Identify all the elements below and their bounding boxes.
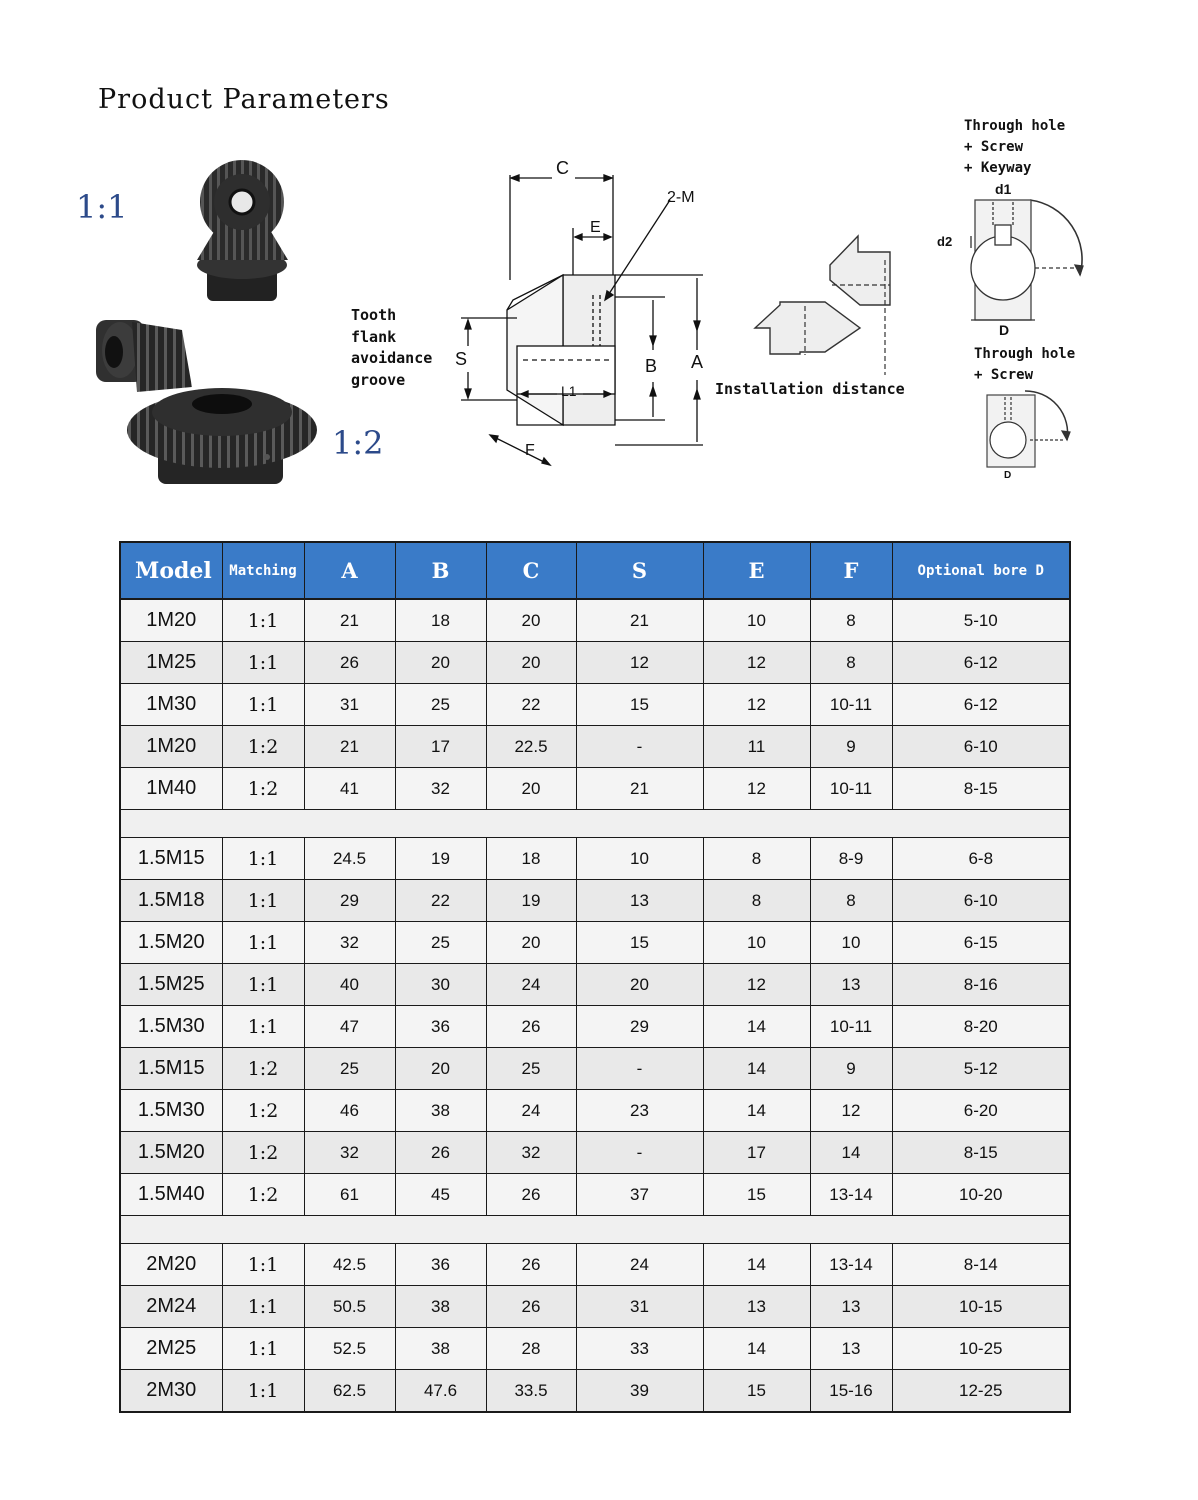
cell-f: 13 xyxy=(810,1328,892,1370)
cell-a: 26 xyxy=(304,642,395,684)
cell-a: 46 xyxy=(304,1090,395,1132)
cell-model: 1.5M30 xyxy=(120,1090,222,1132)
table-row xyxy=(120,964,1070,1006)
cell-model: 1.5M20 xyxy=(120,1132,222,1174)
cell-b: 30 xyxy=(395,964,486,1006)
cell-a: 31 xyxy=(304,684,395,726)
ratio-label-top: 1:1 xyxy=(76,188,128,226)
cell-optional-bore: 10-20 xyxy=(892,1174,1070,1216)
cell-c: 19 xyxy=(486,880,576,922)
cell-matching: 1:1 xyxy=(222,838,304,880)
header-matching: Matching xyxy=(222,542,304,599)
header-s: S xyxy=(576,542,703,599)
dim-label-d2: d2 xyxy=(937,234,953,249)
cell-c: 20 xyxy=(486,768,576,810)
cell-f: 10-11 xyxy=(810,684,892,726)
cell-c: 25 xyxy=(486,1048,576,1090)
cell-optional-bore: 6-15 xyxy=(892,922,1070,964)
cell-model: 1.5M25 xyxy=(120,964,222,1006)
dim-label-b: B xyxy=(645,356,658,376)
cell-e: 14 xyxy=(703,1328,810,1370)
table-row xyxy=(120,838,1070,880)
cell-e: 8 xyxy=(703,880,810,922)
cell-e: 8 xyxy=(703,838,810,880)
table-row xyxy=(120,1286,1070,1328)
cell-s: 10 xyxy=(576,838,703,880)
cell-f: 8 xyxy=(810,599,892,642)
cell-e: 10 xyxy=(703,599,810,642)
header-f: F xyxy=(810,542,892,599)
cell-model: 1M40 xyxy=(120,768,222,810)
gear-dimension-drawing xyxy=(455,150,725,480)
cell-b: 45 xyxy=(395,1174,486,1216)
cell-a: 42.5 xyxy=(304,1244,395,1286)
cell-b: 38 xyxy=(395,1286,486,1328)
dim-label-c: C xyxy=(556,158,569,178)
cell-optional-bore: 8-20 xyxy=(892,1006,1070,1048)
dim-label-e: E xyxy=(590,219,601,236)
cell-model: 1M25 xyxy=(120,642,222,684)
cell-matching: 1:1 xyxy=(222,684,304,726)
cell-a: 32 xyxy=(304,922,395,964)
table-row xyxy=(120,642,1070,684)
gear-pair-1-2-photo xyxy=(92,312,317,490)
table-row xyxy=(120,1006,1070,1048)
cell-e: 14 xyxy=(703,1090,810,1132)
header-model: Model xyxy=(120,542,222,599)
cell-model: 1.5M40 xyxy=(120,1174,222,1216)
cell-b: 25 xyxy=(395,922,486,964)
cell-a: 21 xyxy=(304,599,395,642)
ratio-label-bottom: 1:2 xyxy=(332,424,384,462)
bore-screw-drawing xyxy=(975,385,1075,480)
cell-s: 23 xyxy=(576,1090,703,1132)
dim-label-d1: d1 xyxy=(995,181,1012,197)
group-separator xyxy=(120,810,1070,838)
table-row xyxy=(120,726,1070,768)
group-separator-row xyxy=(120,1216,1070,1244)
table-row xyxy=(120,1370,1070,1413)
cell-e: 10 xyxy=(703,922,810,964)
cell-e: 15 xyxy=(703,1174,810,1216)
cell-optional-bore: 6-10 xyxy=(892,880,1070,922)
cell-b: 19 xyxy=(395,838,486,880)
cell-model: 1M20 xyxy=(120,726,222,768)
cell-b: 18 xyxy=(395,599,486,642)
table-row xyxy=(120,922,1070,964)
cell-f: 14 xyxy=(810,1132,892,1174)
cell-model: 2M24 xyxy=(120,1286,222,1328)
page-title: Product Parameters xyxy=(98,84,390,115)
cell-s: 33 xyxy=(576,1328,703,1370)
cell-matching: 1:1 xyxy=(222,1286,304,1328)
cell-f: 8 xyxy=(810,880,892,922)
cell-b: 36 xyxy=(395,1006,486,1048)
installation-distance-label: Installation distance xyxy=(715,380,905,398)
cell-matching: 1:1 xyxy=(222,922,304,964)
group-separator-row xyxy=(120,810,1070,838)
cell-f: 8 xyxy=(810,642,892,684)
cell-e: 14 xyxy=(703,1006,810,1048)
cell-s: - xyxy=(576,1132,703,1174)
cell-matching: 1:2 xyxy=(222,768,304,810)
cell-optional-bore: 12-25 xyxy=(892,1370,1070,1413)
table-row xyxy=(120,768,1070,810)
cell-model: 2M25 xyxy=(120,1328,222,1370)
cell-model: 1.5M15 xyxy=(120,1048,222,1090)
cell-c: 28 xyxy=(486,1328,576,1370)
cell-f: 10-11 xyxy=(810,768,892,810)
cell-f: 13-14 xyxy=(810,1174,892,1216)
cell-optional-bore: 6-12 xyxy=(892,684,1070,726)
cell-matching: 1:2 xyxy=(222,1048,304,1090)
cell-b: 25 xyxy=(395,684,486,726)
cell-s: 21 xyxy=(576,599,703,642)
dim-label-2m: 2-M xyxy=(667,189,695,206)
cell-c: 24 xyxy=(486,1090,576,1132)
cell-matching: 1:1 xyxy=(222,1244,304,1286)
cell-e: 14 xyxy=(703,1048,810,1090)
bore-keyway-drawing xyxy=(935,180,1090,340)
cell-f: 15-16 xyxy=(810,1370,892,1413)
cell-matching: 1:1 xyxy=(222,880,304,922)
cell-matching: 1:2 xyxy=(222,726,304,768)
group-separator xyxy=(120,1216,1070,1244)
dim-label-l1: L1 xyxy=(561,383,577,399)
cell-matching: 1:2 xyxy=(222,1090,304,1132)
cell-b: 20 xyxy=(395,642,486,684)
cell-a: 52.5 xyxy=(304,1328,395,1370)
cell-model: 1M20 xyxy=(120,599,222,642)
cell-e: 12 xyxy=(703,768,810,810)
cell-optional-bore: 6-8 xyxy=(892,838,1070,880)
cell-a: 40 xyxy=(304,964,395,1006)
cell-c: 22 xyxy=(486,684,576,726)
cell-c: 26 xyxy=(486,1174,576,1216)
cell-f: 10-11 xyxy=(810,1006,892,1048)
header-a: A xyxy=(304,542,395,599)
cell-f: 13 xyxy=(810,1286,892,1328)
table-row xyxy=(120,599,1070,642)
cell-s: - xyxy=(576,1048,703,1090)
cell-c: 32 xyxy=(486,1132,576,1174)
cell-b: 47.6 xyxy=(395,1370,486,1413)
cell-model: 1.5M30 xyxy=(120,1006,222,1048)
cell-optional-bore: 10-15 xyxy=(892,1286,1070,1328)
cell-c: 26 xyxy=(486,1006,576,1048)
cell-s: 29 xyxy=(576,1006,703,1048)
cell-matching: 1:1 xyxy=(222,1006,304,1048)
cell-s: 39 xyxy=(576,1370,703,1413)
cell-b: 20 xyxy=(395,1048,486,1090)
dim-label-s: S xyxy=(455,349,468,369)
table-row xyxy=(120,1244,1070,1286)
cell-s: 37 xyxy=(576,1174,703,1216)
table-row xyxy=(120,1328,1070,1370)
cell-e: 12 xyxy=(703,642,810,684)
table-row xyxy=(120,1174,1070,1216)
cell-b: 22 xyxy=(395,880,486,922)
dim-label-a: A xyxy=(691,352,704,372)
cell-c: 24 xyxy=(486,964,576,1006)
cell-s: 21 xyxy=(576,768,703,810)
cell-c: 33.5 xyxy=(486,1370,576,1413)
cell-e: 17 xyxy=(703,1132,810,1174)
cell-s: 20 xyxy=(576,964,703,1006)
cell-f: 10 xyxy=(810,922,892,964)
cell-optional-bore: 8-14 xyxy=(892,1244,1070,1286)
cell-model: 2M20 xyxy=(120,1244,222,1286)
cell-f: 8-9 xyxy=(810,838,892,880)
cell-a: 24.5 xyxy=(304,838,395,880)
cell-matching: 1:1 xyxy=(222,642,304,684)
cell-s: 12 xyxy=(576,642,703,684)
cell-s: 15 xyxy=(576,922,703,964)
cell-b: 38 xyxy=(395,1090,486,1132)
cell-optional-bore: 8-15 xyxy=(892,768,1070,810)
cell-matching: 1:1 xyxy=(222,1370,304,1413)
cell-model: 1.5M20 xyxy=(120,922,222,964)
header-b: B xyxy=(395,542,486,599)
dim-label-d-upper: D xyxy=(999,322,1010,338)
cell-matching: 1:2 xyxy=(222,1174,304,1216)
cell-matching: 1:2 xyxy=(222,1132,304,1174)
cell-s: 13 xyxy=(576,880,703,922)
cell-c: 20 xyxy=(486,922,576,964)
bore-option-1-label: Through hole + Screw + Keyway xyxy=(964,118,1066,176)
cell-optional-bore: 8-15 xyxy=(892,1132,1070,1174)
cell-b: 38 xyxy=(395,1328,486,1370)
cell-e: 13 xyxy=(703,1286,810,1328)
cell-s: 24 xyxy=(576,1244,703,1286)
gear-pair-1-1-photo xyxy=(185,160,315,310)
table-header-row xyxy=(120,542,1070,599)
cell-s: 31 xyxy=(576,1286,703,1328)
table-row xyxy=(120,684,1070,726)
cell-matching: 1:1 xyxy=(222,964,304,1006)
cell-e: 11 xyxy=(703,726,810,768)
cell-a: 41 xyxy=(304,768,395,810)
dim-label-d-lower: D xyxy=(1004,470,1012,481)
parameters-table xyxy=(119,541,1071,1413)
cell-optional-bore: 5-12 xyxy=(892,1048,1070,1090)
cell-optional-bore: 6-20 xyxy=(892,1090,1070,1132)
header-optional-bore: Optional bore D xyxy=(892,542,1070,599)
cell-a: 61 xyxy=(304,1174,395,1216)
cell-model: 1M30 xyxy=(120,684,222,726)
cell-a: 50.5 xyxy=(304,1286,395,1328)
cell-a: 47 xyxy=(304,1006,395,1048)
cell-b: 26 xyxy=(395,1132,486,1174)
cell-f: 9 xyxy=(810,726,892,768)
cell-c: 18 xyxy=(486,838,576,880)
cell-a: 32 xyxy=(304,1132,395,1174)
header-c: C xyxy=(486,542,576,599)
cell-b: 32 xyxy=(395,768,486,810)
cell-matching: 1:1 xyxy=(222,1328,304,1370)
table-body xyxy=(120,599,1070,1412)
cell-b: 36 xyxy=(395,1244,486,1286)
cell-optional-bore: 10-25 xyxy=(892,1328,1070,1370)
cell-f: 13-14 xyxy=(810,1244,892,1286)
table-row xyxy=(120,1132,1070,1174)
table-row xyxy=(120,880,1070,922)
cell-model: 2M30 xyxy=(120,1370,222,1413)
cell-optional-bore: 6-12 xyxy=(892,642,1070,684)
table-row xyxy=(120,1090,1070,1132)
cell-c: 20 xyxy=(486,642,576,684)
cell-a: 62.5 xyxy=(304,1370,395,1413)
cell-f: 12 xyxy=(810,1090,892,1132)
bore-option-2-label: Through hole + Screw xyxy=(974,346,1076,383)
cell-optional-bore: 5-10 xyxy=(892,599,1070,642)
cell-f: 9 xyxy=(810,1048,892,1090)
cell-model: 1.5M15 xyxy=(120,838,222,880)
cell-e: 12 xyxy=(703,684,810,726)
cell-e: 15 xyxy=(703,1370,810,1413)
cell-a: 25 xyxy=(304,1048,395,1090)
dim-label-f: F xyxy=(525,442,535,459)
cell-s: 15 xyxy=(576,684,703,726)
cell-c: 26 xyxy=(486,1244,576,1286)
cell-e: 12 xyxy=(703,964,810,1006)
header-e: E xyxy=(703,542,810,599)
table-row xyxy=(120,1048,1070,1090)
tooth-flank-label: Tooth flank avoidance groove xyxy=(351,306,433,389)
cell-c: 20 xyxy=(486,599,576,642)
cell-a: 21 xyxy=(304,726,395,768)
cell-model: 1.5M18 xyxy=(120,880,222,922)
cell-c: 26 xyxy=(486,1286,576,1328)
cell-c: 22.5 xyxy=(486,726,576,768)
cell-optional-bore: 6-10 xyxy=(892,726,1070,768)
cell-s: - xyxy=(576,726,703,768)
cell-b: 17 xyxy=(395,726,486,768)
cell-e: 14 xyxy=(703,1244,810,1286)
installation-distance-drawing xyxy=(750,230,895,375)
cell-f: 13 xyxy=(810,964,892,1006)
cell-optional-bore: 8-16 xyxy=(892,964,1070,1006)
cell-a: 29 xyxy=(304,880,395,922)
cell-matching: 1:1 xyxy=(222,599,304,642)
